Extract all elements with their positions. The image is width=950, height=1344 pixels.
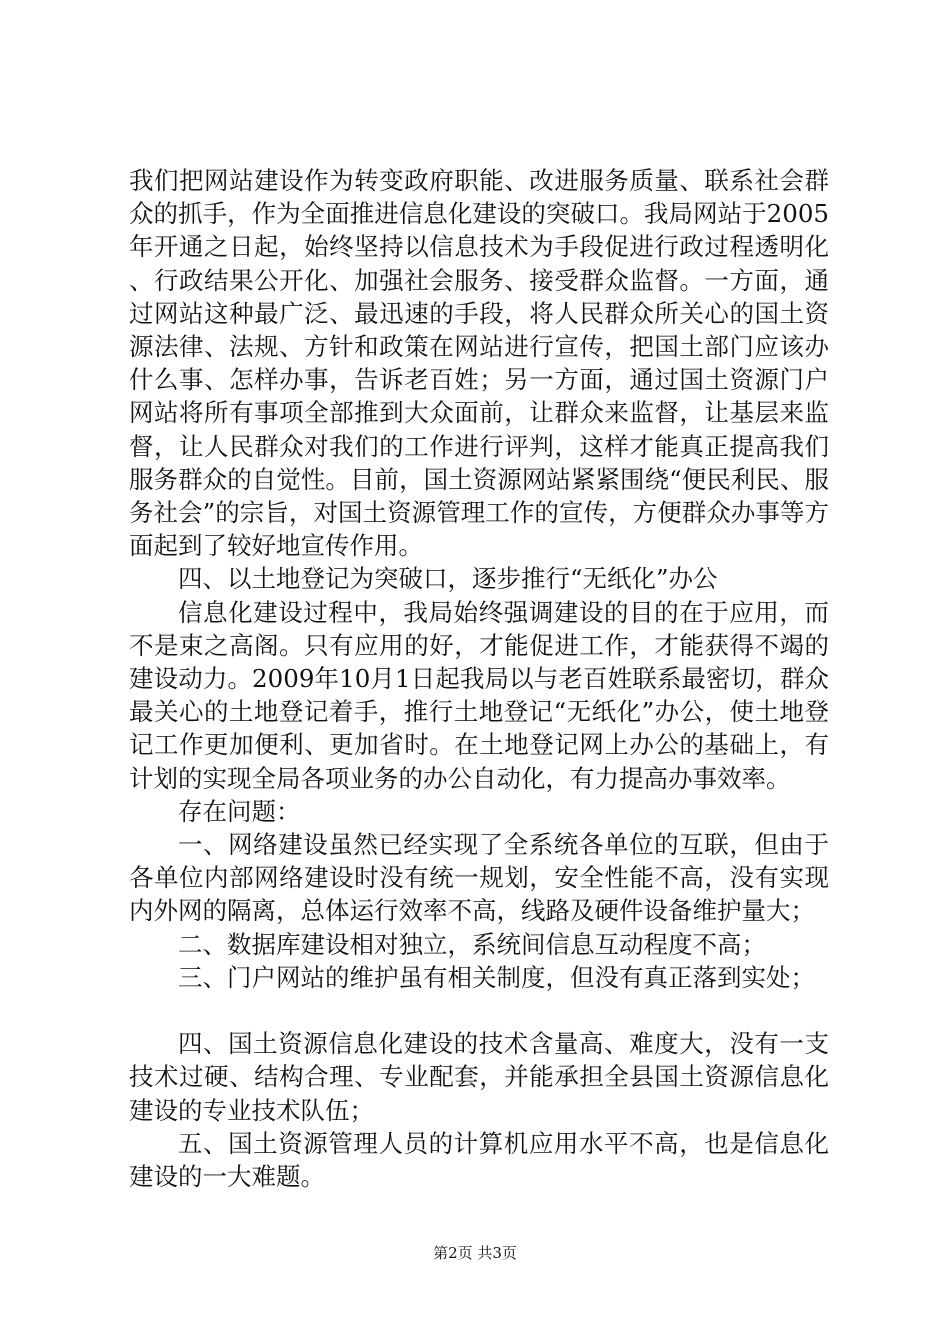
- paragraph-website-construction: 我们把网站建设作为转变政府职能、改进服务质量、联系社会群众的抓手，作为全面推进信息化建设的突破口。我局网站于2005年开通之日起，始终坚持以信息技术为手段促进行政过程透明化、行政结果公开化、加强社会服务、接受群众监督。一方面，通过网站这种最广泛、最迅速的手段，将人民群众所关心的国土资源法律、法规、方针和政策在网站进行宣传，把国土部门应该办什么事、怎样办事，告诉老百姓；另一方面，通过国土资源门户网站将所有事项全部推到大众面前，让群众来监督，让基层来监督，让人民群众对我们的工作进行评判，这样才能真正提高我们服务群众的自觉性。目前，国土资源网站紧紧围绕“便民利民、服务社会”的宗旨，对国土资源管理工作的宣传，方便群众办事等方面起到了较好地宣传作用。: [129, 166, 829, 561]
- section-heading-paperless-office: 四、以土地登记为突破口，逐步推行“无纸化”办公: [178, 564, 718, 594]
- paragraph-informatization-application: 信息化建设过程中，我局始终强调建设的目的在于应用，而不是束之高阁。只有应用的好，才能促进工作，才能获得不竭的建设动力。2009年10月1日起我局以与老百姓联系最密切，群众最关心的土地登记着手，推行土地登记“无纸化”办公，使土地登记工作更加便利、更加省时。在土地登记网上办公的基础上，有计划的实现全局各项业务的办公自动化，有力提高办事效率。: [129, 597, 829, 793]
- section-heading-existing-problems: 存在问题：: [178, 796, 301, 826]
- page-footer: 第2页 共3页: [433, 1244, 517, 1262]
- problem-item-portal-maintenance: 三、门户网站的维护虽有相关制度，但没有真正落到实处；: [178, 962, 815, 992]
- problem-item-computer-skills: 五、国土资源管理人员的计算机应用水平不高，也是信息化建设的一大难题。: [129, 1128, 829, 1192]
- problem-item-database: 二、数据库建设相对独立，系统间信息互动程度不高；: [178, 929, 766, 959]
- problem-item-network: 一、网络建设虽然已经实现了全系统各单位的互联，但由于各单位内部网络建设时没有统一规划，安全性能不高，没有实现内外网的隔离，总体运行效率不高，线路及硬件设备维护量大；: [129, 830, 829, 926]
- blank-line: [129, 994, 829, 1027]
- problem-item-technical-team: 四、国土资源信息化建设的技术含量高、难度大，没有一支技术过硬、结构合理、专业配套，并能承担全县国土资源信息化建设的专业技术队伍；: [129, 1029, 829, 1125]
- document-body: [129, 164, 829, 1193]
